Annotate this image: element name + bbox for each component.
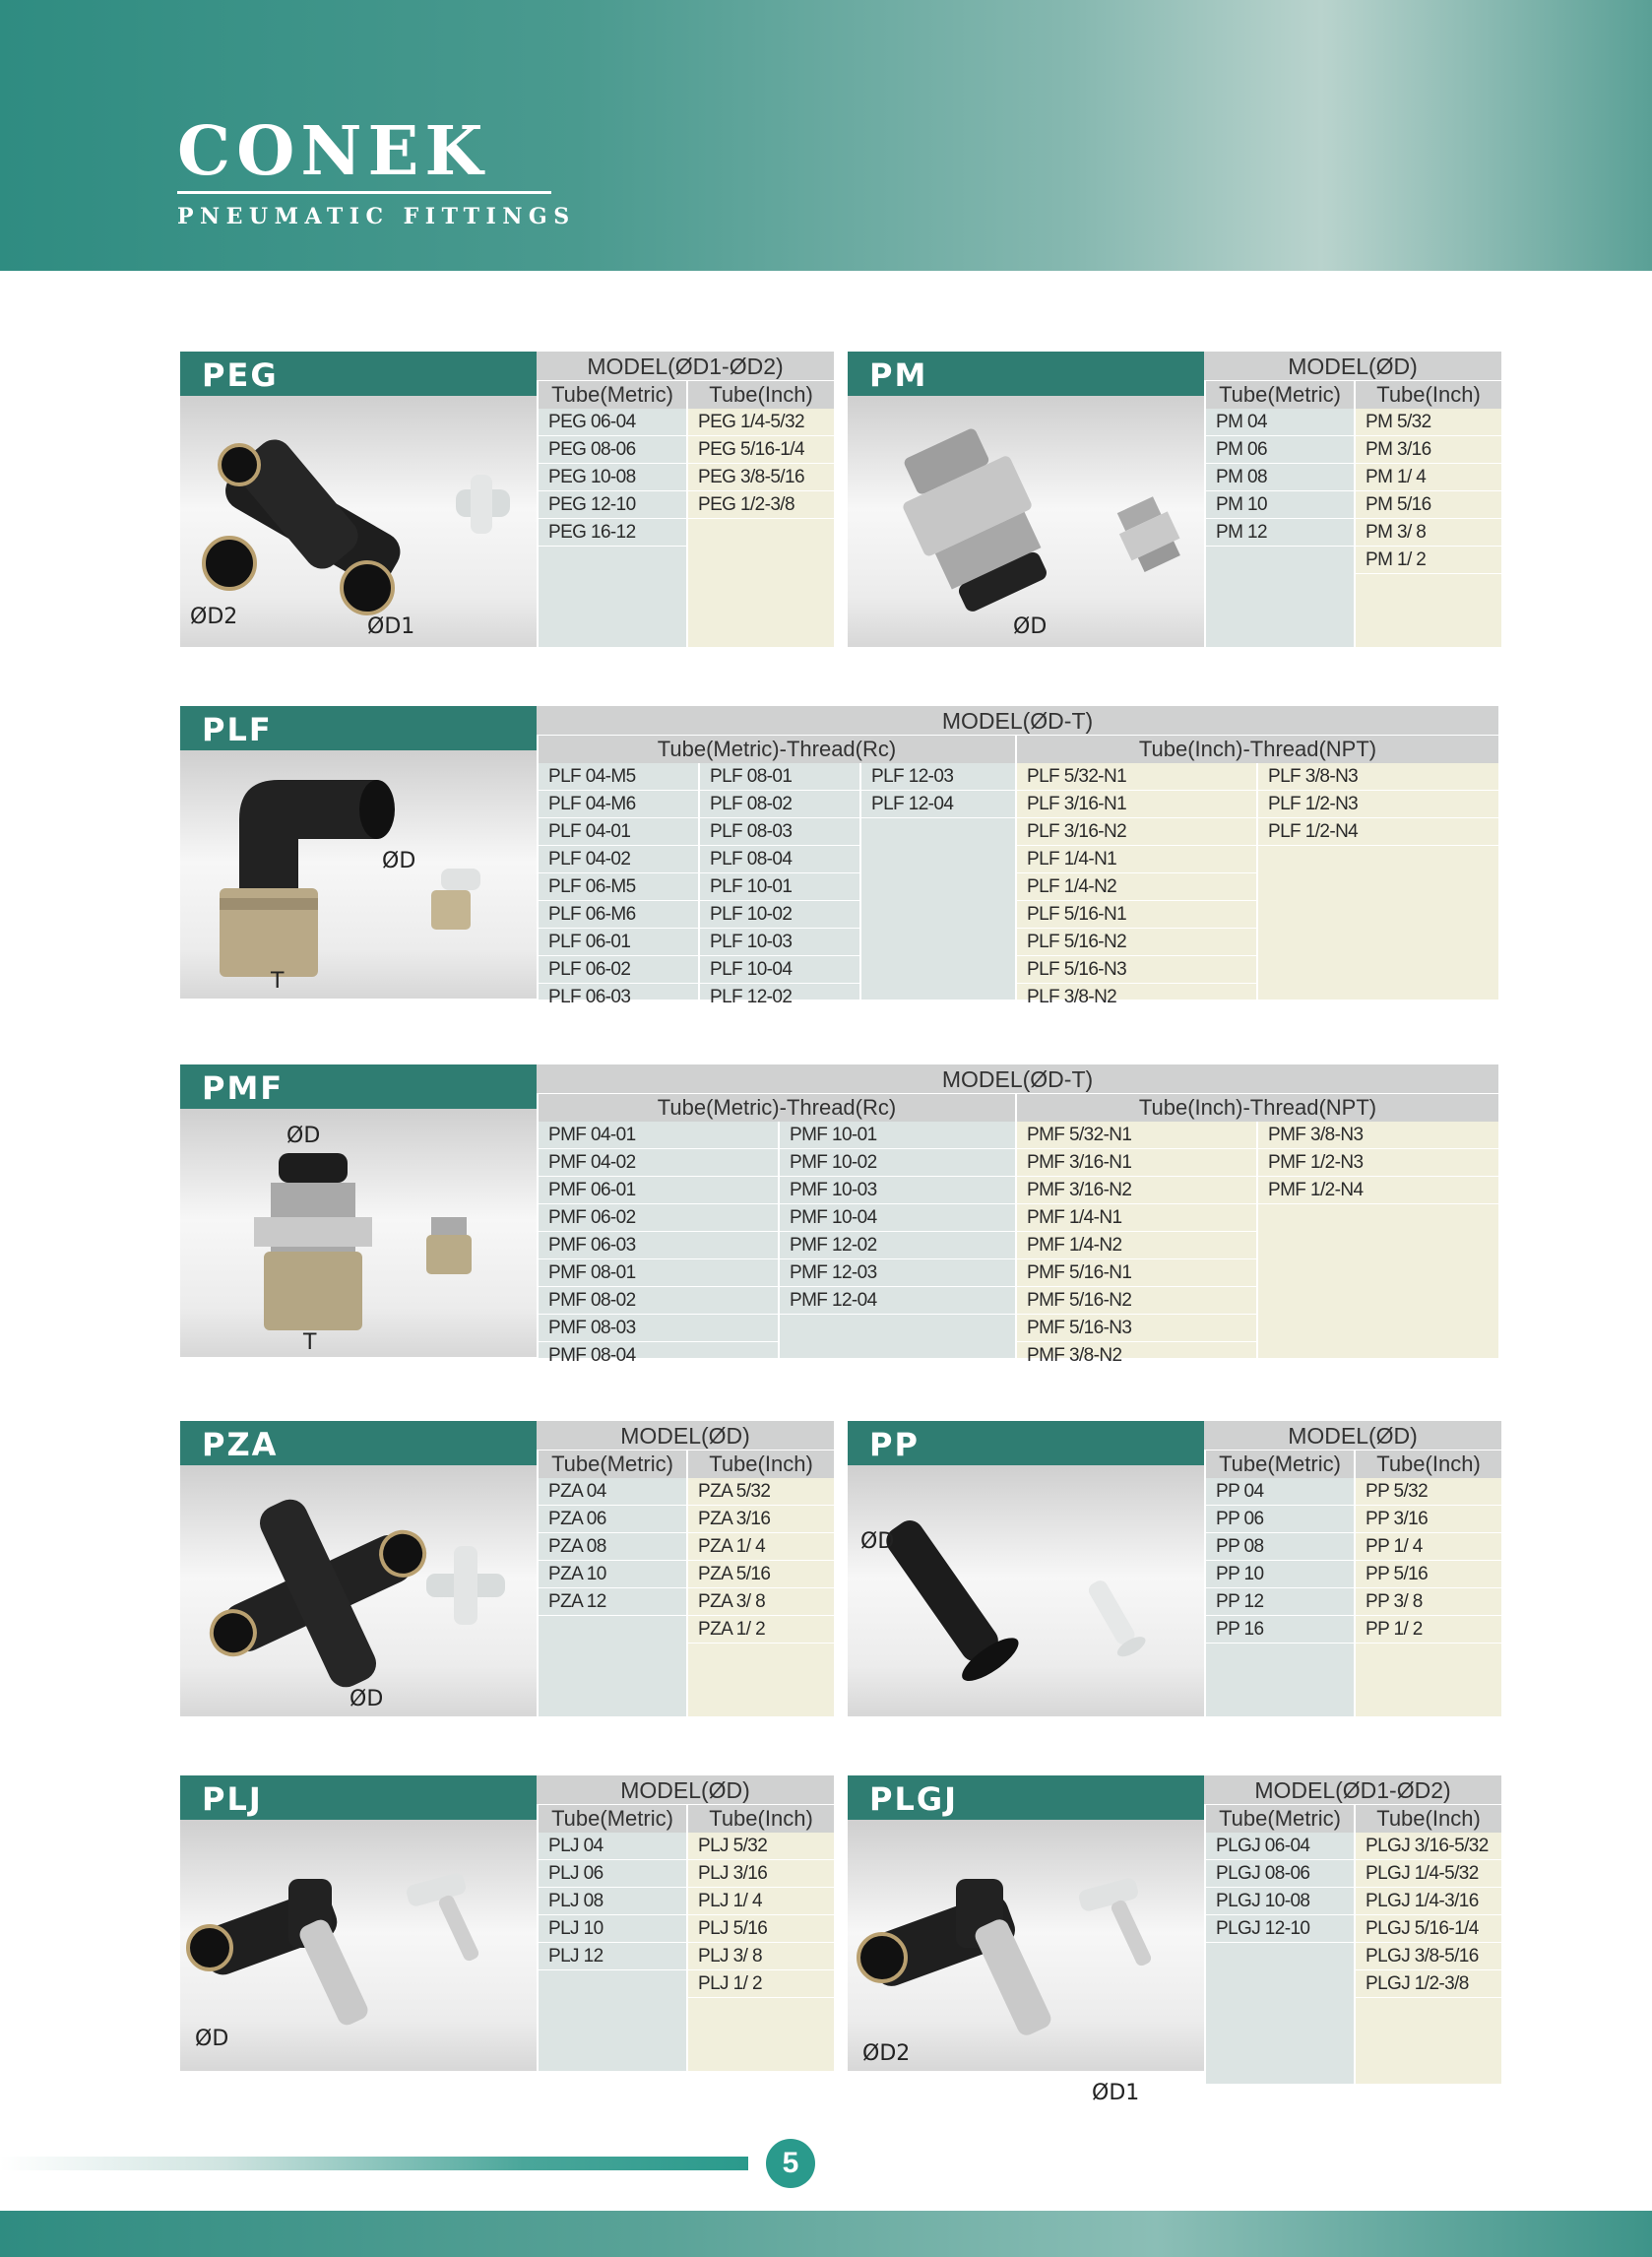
metric-column bbox=[537, 1478, 686, 1716]
product-title: PLF bbox=[180, 706, 537, 750]
model-cell: PLF 06-M5 bbox=[539, 873, 698, 901]
model-cell: PLF 12-04 bbox=[861, 791, 1015, 818]
model-cell: PLF 06-03 bbox=[539, 984, 698, 1011]
model-cell: PMF 08-04 bbox=[539, 1342, 778, 1370]
model-cell: PZA 04 bbox=[539, 1478, 686, 1506]
model-cell: PLF 04-M6 bbox=[539, 791, 698, 818]
page-header bbox=[0, 0, 1652, 271]
model-cell: PP 3/16 bbox=[1356, 1506, 1501, 1533]
model-cell: PEG 1/2-3/8 bbox=[688, 491, 834, 519]
col-header-inch: Tube(Inch)-Thread(NPT) bbox=[1015, 1094, 1498, 1122]
model-cell: PLF 5/16-N2 bbox=[1017, 929, 1256, 956]
col-header-metric: Tube(Metric) bbox=[1204, 1451, 1354, 1478]
reducing-plug-in-elbow-illustration bbox=[848, 1820, 1204, 2071]
metric-column-1 bbox=[537, 763, 698, 1007]
metric-column-1 bbox=[537, 1122, 778, 1366]
inch-column-2 bbox=[1256, 763, 1498, 1000]
model-cell: PLF 3/8-N3 bbox=[1258, 763, 1498, 791]
model-cell: PMF 10-01 bbox=[780, 1122, 1015, 1149]
model-cell: PM 10 bbox=[1206, 491, 1354, 519]
model-cell: PLF 1/2-N4 bbox=[1258, 818, 1498, 846]
product-title: PZA bbox=[180, 1421, 537, 1465]
model-cell: PZA 5/32 bbox=[688, 1478, 834, 1506]
model-cell: PLF 5/16-N1 bbox=[1017, 901, 1256, 929]
model-cell: PLF 06-02 bbox=[539, 956, 698, 984]
model-cell: PMF 10-03 bbox=[780, 1177, 1015, 1204]
col-header-metric: Tube(Metric) bbox=[1204, 381, 1354, 409]
model-cell: PZA 3/16 bbox=[688, 1506, 834, 1533]
model-cell: PM 5/32 bbox=[1356, 409, 1501, 436]
model-cell: PLGJ 1/4-3/16 bbox=[1356, 1888, 1501, 1915]
col-header-metric: Tube(Metric)-Thread(Rc) bbox=[537, 736, 1015, 763]
model-cell: PZA 10 bbox=[539, 1561, 686, 1588]
inch-column-1 bbox=[1015, 763, 1256, 1007]
model-cell: PZA 08 bbox=[539, 1533, 686, 1561]
model-cell: PEG 08-06 bbox=[539, 436, 686, 464]
bulkhead-fitting-illustration bbox=[848, 396, 1204, 647]
col-header-inch: Tube(Inch) bbox=[686, 381, 834, 409]
model-cell: PEG 3/8-5/16 bbox=[688, 464, 834, 491]
col-header-metric: Tube(Metric) bbox=[537, 1805, 686, 1833]
model-cell: PMF 06-02 bbox=[539, 1204, 778, 1232]
model-cell: PMF 1/4-N1 bbox=[1017, 1204, 1256, 1232]
model-cell: PMF 10-04 bbox=[780, 1204, 1015, 1232]
model-header: MODEL(ØD) bbox=[1204, 352, 1501, 381]
model-cell: PLJ 5/32 bbox=[688, 1833, 834, 1860]
model-cell: PLGJ 5/16-1/4 bbox=[1356, 1915, 1501, 1943]
model-cell: PM 1/ 2 bbox=[1356, 547, 1501, 574]
model-cell: PMF 04-02 bbox=[539, 1149, 778, 1177]
model-cell: PMF 3/8-N2 bbox=[1017, 1342, 1256, 1370]
model-cell: PZA 12 bbox=[539, 1588, 686, 1616]
model-header: MODEL(ØD) bbox=[1204, 1421, 1501, 1451]
model-cell: PLF 5/16-N3 bbox=[1017, 956, 1256, 984]
dim-label-d2: ØD2 bbox=[190, 605, 238, 629]
model-cell: PMF 3/16-N1 bbox=[1017, 1149, 1256, 1177]
inch-column bbox=[1354, 409, 1501, 647]
model-cell: PLF 04-M5 bbox=[539, 763, 698, 791]
model-cell: PEG 10-08 bbox=[539, 464, 686, 491]
model-cell: PMF 5/32-N1 bbox=[1017, 1122, 1256, 1149]
brand-logo bbox=[177, 112, 576, 229]
model-cell: PLGJ 06-04 bbox=[1206, 1833, 1354, 1860]
model-cell: PLGJ 08-06 bbox=[1206, 1860, 1354, 1888]
model-cell: PM 04 bbox=[1206, 409, 1354, 436]
model-cell: PEG 12-10 bbox=[539, 491, 686, 519]
brand-name: CONEK bbox=[177, 112, 489, 191]
female-elbow-illustration bbox=[180, 750, 537, 999]
product-image bbox=[848, 1820, 1204, 2105]
model-cell: PP 5/32 bbox=[1356, 1478, 1501, 1506]
model-cell: PLJ 5/16 bbox=[688, 1915, 834, 1943]
model-cell: PP 04 bbox=[1206, 1478, 1354, 1506]
model-cell: PLGJ 1/4-5/32 bbox=[1356, 1860, 1501, 1888]
model-cell: PLF 10-02 bbox=[700, 901, 859, 929]
model-cell: PLJ 10 bbox=[539, 1915, 686, 1943]
model-cell: PLF 06-01 bbox=[539, 929, 698, 956]
model-cell: PLGJ 3/16-5/32 bbox=[1356, 1833, 1501, 1860]
model-cell: PLF 06-M6 bbox=[539, 901, 698, 929]
model-cell: PLF 04-02 bbox=[539, 846, 698, 873]
product-image bbox=[848, 396, 1204, 647]
model-cell: PZA 3/ 8 bbox=[688, 1588, 834, 1616]
model-cell: PLF 10-03 bbox=[700, 929, 859, 956]
footer-bar bbox=[0, 2157, 748, 2170]
dim-label-d2: ØD2 bbox=[862, 2041, 911, 2066]
model-cell: PMF 08-01 bbox=[539, 1259, 778, 1287]
model-cell: PMF 06-03 bbox=[539, 1232, 778, 1259]
metric-column-3 bbox=[859, 763, 1015, 1000]
model-cell: PMF 5/16-N1 bbox=[1017, 1259, 1256, 1287]
metric-column bbox=[537, 409, 686, 647]
model-cell: PLJ 12 bbox=[539, 1943, 686, 1970]
model-cell: PLJ 06 bbox=[539, 1860, 686, 1888]
model-cell: PZA 1/ 2 bbox=[688, 1616, 834, 1644]
metric-column bbox=[1204, 1833, 1354, 2084]
model-cell: PLF 08-02 bbox=[700, 791, 859, 818]
model-cell: PLGJ 1/2-3/8 bbox=[1356, 1970, 1501, 1998]
model-cell: PMF 3/8-N3 bbox=[1258, 1122, 1498, 1149]
metric-column-2 bbox=[698, 763, 859, 1007]
model-cell: PM 5/16 bbox=[1356, 491, 1501, 519]
product-title: PEG bbox=[180, 352, 537, 396]
model-cell: PLF 3/16-N2 bbox=[1017, 818, 1256, 846]
model-header: MODEL(ØD-T) bbox=[537, 1064, 1498, 1094]
model-cell: PLF 1/2-N3 bbox=[1258, 791, 1498, 818]
page-number: 5 bbox=[766, 2139, 815, 2188]
model-cell: PM 06 bbox=[1206, 436, 1354, 464]
model-cell: PMF 12-02 bbox=[780, 1232, 1015, 1259]
model-cell: PP 12 bbox=[1206, 1588, 1354, 1616]
model-cell: PMF 06-01 bbox=[539, 1177, 778, 1204]
model-cell: PP 5/16 bbox=[1356, 1561, 1501, 1588]
model-cell: PM 3/ 8 bbox=[1356, 519, 1501, 547]
model-cell: PMF 5/16-N2 bbox=[1017, 1287, 1256, 1315]
model-cell: PMF 1/2-N3 bbox=[1258, 1149, 1498, 1177]
model-cell: PMF 04-01 bbox=[539, 1122, 778, 1149]
col-header-metric: Tube(Metric) bbox=[537, 1451, 686, 1478]
product-image bbox=[180, 396, 537, 647]
model-cell: PM 3/16 bbox=[1356, 436, 1501, 464]
model-cell: PMF 5/16-N3 bbox=[1017, 1315, 1256, 1342]
dim-label-d: ØD bbox=[860, 1529, 895, 1554]
model-cell: PMF 08-03 bbox=[539, 1315, 778, 1342]
cross-fitting-illustration bbox=[180, 1465, 537, 1716]
model-cell: PLJ 08 bbox=[539, 1888, 686, 1915]
dim-label-t: T bbox=[271, 969, 285, 994]
model-cell: PLF 1/4-N1 bbox=[1017, 846, 1256, 873]
model-cell: PMF 3/16-N2 bbox=[1017, 1177, 1256, 1204]
col-header-inch: Tube(Inch) bbox=[1354, 1805, 1501, 1833]
model-cell: PLF 3/16-N1 bbox=[1017, 791, 1256, 818]
model-cell: PP 1/ 2 bbox=[1356, 1616, 1501, 1644]
product-image bbox=[848, 1465, 1204, 1716]
model-cell: PP 1/ 4 bbox=[1356, 1533, 1501, 1561]
plug-illustration bbox=[848, 1465, 1204, 1716]
inch-column bbox=[686, 1478, 834, 1716]
model-cell: PLJ 04 bbox=[539, 1833, 686, 1860]
model-cell: PLGJ 3/8-5/16 bbox=[1356, 1943, 1501, 1970]
model-cell: PP 16 bbox=[1206, 1616, 1354, 1644]
brand-subtitle: PNEUMATIC FITTINGS bbox=[177, 204, 576, 229]
col-header-inch: Tube(Inch) bbox=[1354, 1451, 1501, 1478]
model-cell: PM 1/ 4 bbox=[1356, 464, 1501, 491]
model-cell: PP 3/ 8 bbox=[1356, 1588, 1501, 1616]
model-header: MODEL(ØD) bbox=[537, 1775, 834, 1805]
model-cell: PLJ 1/ 4 bbox=[688, 1888, 834, 1915]
col-header-inch: Tube(Inch) bbox=[686, 1451, 834, 1478]
dim-label-d: ØD bbox=[349, 1687, 384, 1711]
model-header: MODEL(ØD-T) bbox=[537, 706, 1498, 736]
inch-column-2 bbox=[1256, 1122, 1498, 1358]
model-cell: PMF 10-02 bbox=[780, 1149, 1015, 1177]
inch-column-1 bbox=[1015, 1122, 1256, 1366]
model-cell: PP 06 bbox=[1206, 1506, 1354, 1533]
model-cell: PLF 08-03 bbox=[700, 818, 859, 846]
metric-column bbox=[537, 1833, 686, 2071]
product-image bbox=[180, 1465, 537, 1716]
bottom-band bbox=[0, 2211, 1652, 2257]
model-cell: PEG 1/4-5/32 bbox=[688, 409, 834, 436]
model-cell: PMF 12-03 bbox=[780, 1259, 1015, 1287]
model-cell: PLJ 3/16 bbox=[688, 1860, 834, 1888]
metric-column bbox=[1204, 409, 1354, 647]
product-image bbox=[180, 1820, 537, 2071]
model-cell: PZA 1/ 4 bbox=[688, 1533, 834, 1561]
inch-column bbox=[686, 409, 834, 647]
product-title: PM bbox=[848, 352, 1204, 396]
metric-column-2 bbox=[778, 1122, 1015, 1358]
product-title: PLGJ bbox=[848, 1775, 1204, 1820]
col-header-metric: Tube(Metric) bbox=[1204, 1805, 1354, 1833]
product-image bbox=[180, 1109, 537, 1357]
inch-column bbox=[686, 1833, 834, 2071]
metric-column bbox=[1204, 1478, 1354, 1716]
plug-in-elbow-illustration bbox=[180, 1820, 537, 2071]
product-image bbox=[180, 750, 537, 999]
model-cell: PLGJ 10-08 bbox=[1206, 1888, 1354, 1915]
col-header-metric: Tube(Metric)-Thread(Rc) bbox=[537, 1094, 1015, 1122]
model-cell: PLJ 3/ 8 bbox=[688, 1943, 834, 1970]
model-cell: PZA 06 bbox=[539, 1506, 686, 1533]
model-cell: PLF 10-01 bbox=[700, 873, 859, 901]
model-cell: PM 08 bbox=[1206, 464, 1354, 491]
model-header: MODEL(ØD1-ØD2) bbox=[1204, 1775, 1501, 1805]
dim-label-d: ØD bbox=[286, 1124, 321, 1148]
model-cell: PLF 08-01 bbox=[700, 763, 859, 791]
model-cell: PMF 12-04 bbox=[780, 1287, 1015, 1315]
model-cell: PP 10 bbox=[1206, 1561, 1354, 1588]
dim-label-d: ØD bbox=[195, 2027, 229, 2051]
product-title: PLJ bbox=[180, 1775, 537, 1820]
model-cell: PLF 10-04 bbox=[700, 956, 859, 984]
model-cell: PLF 04-01 bbox=[539, 818, 698, 846]
model-cell: PP 08 bbox=[1206, 1533, 1354, 1561]
col-header-inch: Tube(Inch) bbox=[686, 1805, 834, 1833]
col-header-inch: Tube(Inch) bbox=[1354, 381, 1501, 409]
model-header: MODEL(ØD) bbox=[537, 1421, 834, 1451]
model-cell: PEG 06-04 bbox=[539, 409, 686, 436]
model-cell: PLF 12-02 bbox=[700, 984, 859, 1011]
model-cell: PMF 1/2-N4 bbox=[1258, 1177, 1498, 1204]
inch-column bbox=[1354, 1833, 1501, 2084]
model-cell: PLF 1/4-N2 bbox=[1017, 873, 1256, 901]
brand-rule bbox=[177, 191, 551, 194]
model-cell: PEG 5/16-1/4 bbox=[688, 436, 834, 464]
col-header-inch: Tube(Inch)-Thread(NPT) bbox=[1015, 736, 1498, 763]
dim-label-d1: ØD1 bbox=[1092, 2081, 1140, 2105]
model-cell: PM 12 bbox=[1206, 519, 1354, 547]
model-cell: PLJ 1/ 2 bbox=[688, 1970, 834, 1998]
model-cell: PLGJ 12-10 bbox=[1206, 1915, 1354, 1943]
dim-label-d: ØD bbox=[382, 849, 416, 873]
product-title: PMF bbox=[180, 1064, 537, 1109]
model-cell: PLF 5/32-N1 bbox=[1017, 763, 1256, 791]
product-title: PP bbox=[848, 1421, 1204, 1465]
model-cell: PLF 12-03 bbox=[861, 763, 1015, 791]
model-cell: PLF 08-04 bbox=[700, 846, 859, 873]
dim-label-d: ØD bbox=[1013, 614, 1048, 639]
dim-label-t: T bbox=[303, 1330, 317, 1355]
female-bulkhead-illustration bbox=[180, 1109, 537, 1357]
model-cell: PMF 1/4-N2 bbox=[1017, 1232, 1256, 1259]
model-header: MODEL(ØD1-ØD2) bbox=[537, 352, 834, 381]
model-cell: PZA 5/16 bbox=[688, 1561, 834, 1588]
model-cell: PEG 16-12 bbox=[539, 519, 686, 547]
model-cell: PMF 08-02 bbox=[539, 1287, 778, 1315]
dim-label-d1: ØD1 bbox=[367, 614, 415, 639]
inch-column bbox=[1354, 1478, 1501, 1716]
model-cell: PLF 3/8-N2 bbox=[1017, 984, 1256, 1011]
col-header-metric: Tube(Metric) bbox=[537, 381, 686, 409]
